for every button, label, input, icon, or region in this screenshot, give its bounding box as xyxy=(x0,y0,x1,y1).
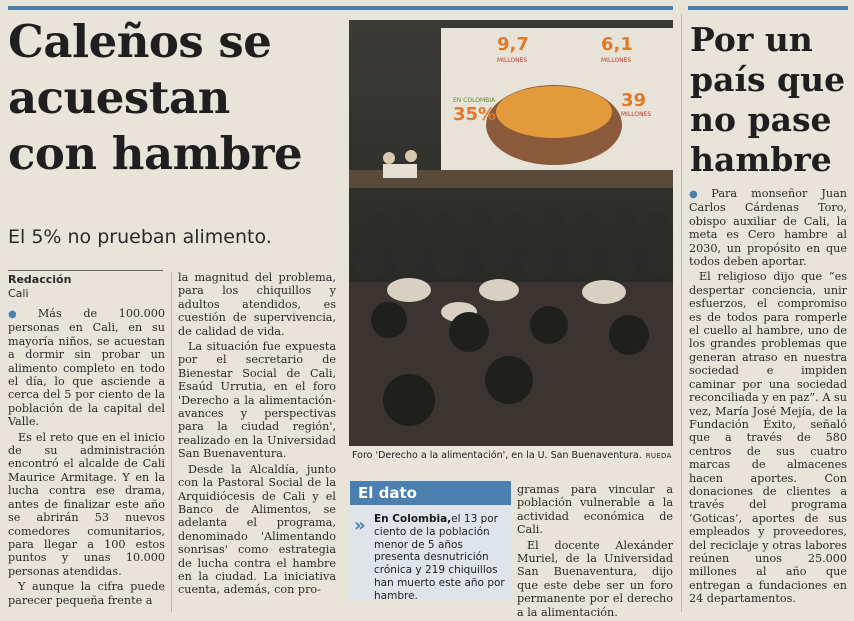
el-dato-body: el 13 por ciento de la población menor de 5 años presenta desnutrición crónica y 219 chiquillos han muerto este año por hambre. xyxy=(374,513,505,602)
forum-photo xyxy=(349,20,673,446)
double-chevron-icon: » xyxy=(354,515,360,536)
side-headline-line-1: Por un xyxy=(690,20,813,59)
bullet-icon: ● xyxy=(8,309,35,320)
side-headline xyxy=(690,20,848,180)
screen-stat-4-unit: MILLONES xyxy=(621,111,652,118)
screen-stat-2-unit: MILLONES xyxy=(601,57,632,64)
bullet-icon: ● xyxy=(689,189,709,200)
byline-divider xyxy=(8,270,163,271)
screen-stat-4-value: 39 xyxy=(621,90,647,111)
el-dato-title: El dato xyxy=(350,481,511,505)
article-paragraph: la magnitud del problema, para los chiquillos y adultos atendidos, es cuestión de supervivencia, de calidad de vida. xyxy=(178,271,336,338)
main-subhead: El 5% no prueban alimento. xyxy=(8,226,272,248)
article-paragraph: Y aunque la cifra puede parecer pequeña frente a xyxy=(8,580,165,607)
screen-stat-1-unit: MILLONES xyxy=(497,57,528,64)
byline-name: Redacción xyxy=(8,273,72,286)
article-paragraph: El docente Alexánder Muriel, de la Universidad San Buenaventura, dijo que este debe ser un foro permanente por el derecho a la alimentación. xyxy=(517,538,673,619)
top-rule-left xyxy=(8,6,673,10)
article-column-2 xyxy=(178,271,336,599)
screen-stat-2-value: 6,1 xyxy=(601,34,633,55)
article-paragraph: El religioso dijo que “es despertar conciencia, unir esfuerzos, el compromiso es de todos para romperle el cuello al hambre, uno de los grandes problemas que generan atraso en nuestra sociedad e impiden caminar por una sociedad reconciliada y en paz”. A su vez, María José Mejía, de la Fundación Éxito, señaló que a través de 580 centros de sus cuatro marcas de almacenes hacen aportes. Con donaciones de clientes a través del programa ‘Goticas’, aportes de sus empleados y proveedores, del reciclaje y otras labores reúnen unos 25.000 millones al año que entregan a fundaciones en 24 departamentos. xyxy=(689,270,847,606)
el-dato-lead: En Colombia, xyxy=(374,513,452,525)
photo-credit: RUEDA xyxy=(645,452,672,460)
headline-line-1: Caleños se xyxy=(8,15,272,68)
article-paragraph: La situación fue expuesta por el secretario de Bienestar Social de Cali, Esaúd Urrutia, en el foro 'Derecho a la alimentación- avances y perspectivas para la ciudad región', realizado en la Universidad San Buenaventura. xyxy=(178,340,336,461)
article-paragraph: gramas para vincular a población vulnerable a la actividad económica de Cali. xyxy=(517,483,673,537)
side-headline-line-2: país que xyxy=(690,60,846,99)
screen-stat-3-unit: EN COLOMBIA xyxy=(453,97,496,104)
top-rule-right xyxy=(688,6,848,10)
article-paragraph: Desde la Alcaldía, junto con la Pastoral Social de la Arquidiócesis de Cali y el Banco de Alimentos, se adelanta el programa, denominado 'Alimentando sonrisas' como estrategia de lucha contra el hambre en la ciudad. La iniciativa cuenta, además, con pro- xyxy=(178,462,336,597)
photo-caption xyxy=(352,450,674,461)
headline-line-2: acuestan xyxy=(8,71,230,124)
main-headline xyxy=(8,14,343,182)
section-divider xyxy=(681,14,682,612)
column-divider xyxy=(171,272,172,612)
article-column-1 xyxy=(8,307,165,609)
side-headline-line-4: hambre xyxy=(690,140,832,179)
article-paragraph: ● Más de 100.000 personas en Cali, en su mayoría niños, se acuestan a dormir sin probar un alimento completo en todo el día, lo que asciende a cerca del 5 por ciento de la población de la capital del Valle. xyxy=(8,307,165,429)
caption-text: Foro 'Derecho a la alimentación', en la U. San Buenaventura. xyxy=(352,450,642,461)
headline-line-3: con hambre xyxy=(8,127,303,180)
forum-photo-image xyxy=(349,20,673,446)
screen-stat-3-value: 35% xyxy=(453,104,497,125)
article-column-3 xyxy=(517,483,673,621)
screen-stat-1-value: 9,7 xyxy=(497,34,529,55)
byline-city: Cali xyxy=(8,287,29,300)
side-article-column xyxy=(689,187,847,608)
el-dato-text xyxy=(374,513,506,603)
article-paragraph: Es el reto que en el inicio de su administración encontró el alcalde de Cali Maurice Armitage. Y en la lucha contra ese drama, antes de finalizar este año se abrirán 53 nuevos comedores comunitarios, para llegar a 100 estos puntos y unas 10.000 personas atendidas. xyxy=(8,430,165,578)
article-paragraph: ● Para monseñor Juan Carlos Cárdenas Toro, obispo auxiliar de Cali, la meta es Cero hambre al 2030, un propósito en que todos deben aportar. xyxy=(689,187,848,269)
side-headline-line-3: no pase xyxy=(690,100,832,139)
